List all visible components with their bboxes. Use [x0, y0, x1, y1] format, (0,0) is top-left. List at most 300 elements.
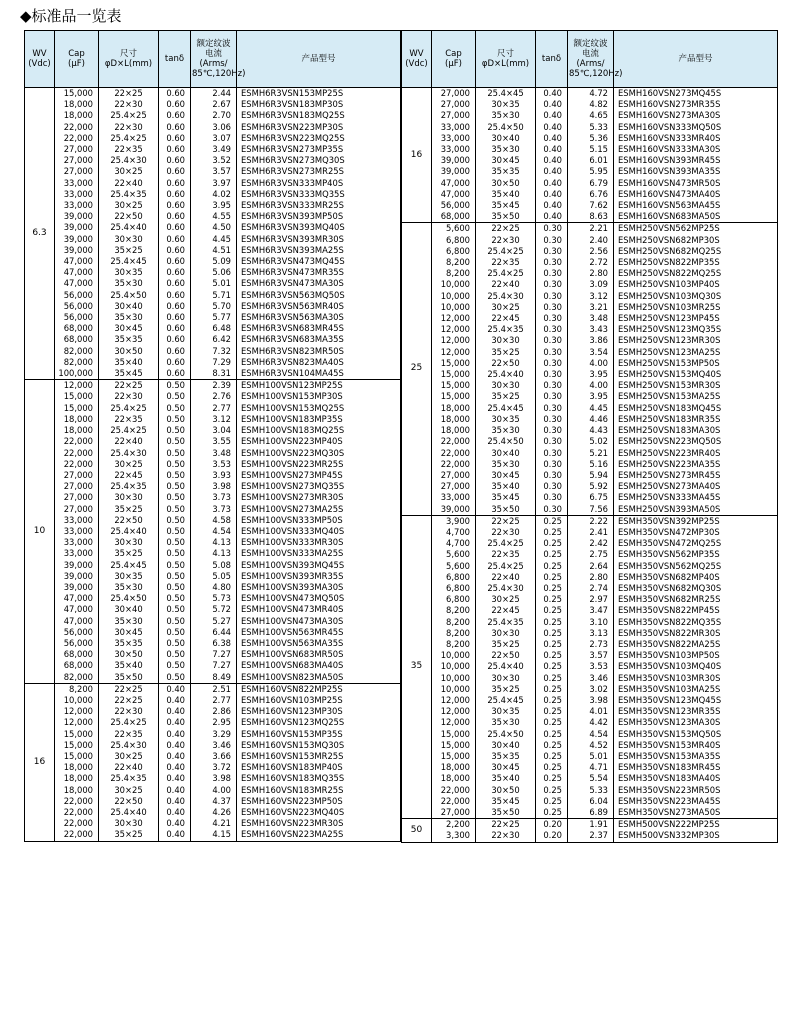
- part-number-cell: ESMH100VSN333MA25S: [237, 548, 401, 559]
- table-row: [25, 729, 401, 740]
- size-cell: 25.4×35: [99, 773, 159, 784]
- part-number-cell: ESMH250VSN393MA50S: [614, 504, 778, 516]
- tan-cell: 0.50: [159, 571, 191, 582]
- ripple-cell: 3.53: [568, 661, 614, 672]
- table-row: [25, 368, 401, 380]
- cap-cell: 47,000: [432, 189, 476, 200]
- cap-cell: 33,000: [55, 548, 99, 559]
- size-cell: 35×50: [476, 504, 536, 516]
- ripple-cell: 4.13: [191, 537, 237, 548]
- size-cell: 30×45: [476, 155, 536, 166]
- size-cell: 25.4×35: [476, 324, 536, 335]
- part-number-cell: ESMH160VSN223MQ40S: [237, 807, 401, 818]
- cap-cell: 22,000: [432, 785, 476, 796]
- part-number-cell: ESMH350VSN183MA40S: [614, 773, 778, 784]
- cap-cell: 18,000: [432, 425, 476, 436]
- ripple-cell: 3.98: [191, 481, 237, 492]
- size-cell: 25.4×50: [99, 290, 159, 301]
- cap-cell: 82,000: [55, 346, 99, 357]
- table-row: [25, 290, 401, 301]
- tan-cell: 0.30: [536, 246, 568, 257]
- tan-cell: 0.30: [536, 235, 568, 246]
- cap-cell: 56,000: [55, 627, 99, 638]
- tan-cell: 0.40: [536, 211, 568, 223]
- table-row: [25, 211, 401, 222]
- part-number-cell: ESMH350VSN822MQ35S: [614, 617, 778, 628]
- tan-cell: 0.20: [536, 830, 568, 842]
- ripple-cell: 1.91: [568, 819, 614, 831]
- header-wv: WV (Vdc): [402, 31, 432, 88]
- cap-cell: 10,000: [55, 695, 99, 706]
- cap-cell: 15,000: [432, 380, 476, 391]
- cap-cell: 22,000: [432, 436, 476, 447]
- tan-cell: 0.40: [536, 110, 568, 121]
- cap-cell: 33,000: [55, 200, 99, 211]
- tan-cell: 0.30: [536, 436, 568, 447]
- size-cell: 30×45: [99, 627, 159, 638]
- table-row: [25, 706, 401, 717]
- size-cell: 30×30: [476, 628, 536, 639]
- part-number-cell: ESMH350VSN822MR30S: [614, 628, 778, 639]
- ripple-cell: 3.95: [191, 200, 237, 211]
- table-row: [402, 572, 778, 583]
- ripple-cell: 2.67: [191, 99, 237, 110]
- tan-cell: 0.30: [536, 425, 568, 436]
- cap-cell: 68,000: [55, 649, 99, 660]
- part-number-cell: ESMH160VSN333MR40S: [614, 133, 778, 144]
- part-number-cell: ESMH100VSN153MP30S: [237, 391, 401, 402]
- cap-cell: 47,000: [55, 267, 99, 278]
- cap-cell: 12,000: [432, 313, 476, 324]
- ripple-cell: 7.27: [191, 649, 237, 660]
- cap-cell: 100,000: [55, 368, 99, 380]
- ripple-cell: 4.00: [568, 358, 614, 369]
- size-cell: 30×45: [476, 762, 536, 773]
- table-row: [402, 695, 778, 706]
- table-row: [25, 740, 401, 751]
- size-cell: 30×35: [476, 99, 536, 110]
- right-spec-table: [401, 30, 778, 843]
- part-number-cell: ESMH160VSN123MP30S: [237, 706, 401, 717]
- part-number-cell: ESMH160VSN223MR30S: [237, 818, 401, 829]
- cap-cell: 39,000: [55, 234, 99, 245]
- table-row: [25, 99, 401, 110]
- size-cell: 35×40: [99, 660, 159, 671]
- part-number-cell: ESMH6R3VSN563MQ50S: [237, 290, 401, 301]
- cap-cell: 15,000: [55, 391, 99, 402]
- ripple-cell: 3.95: [568, 369, 614, 380]
- ripple-cell: 4.21: [191, 818, 237, 829]
- cap-cell: 5,600: [432, 561, 476, 572]
- ripple-cell: 2.72: [568, 257, 614, 268]
- part-number-cell: ESMH160VSN153MR25S: [237, 751, 401, 762]
- ripple-cell: 2.95: [191, 717, 237, 728]
- cap-cell: 27,000: [432, 110, 476, 121]
- part-number-cell: ESMH100VSN273MA25S: [237, 504, 401, 515]
- ripple-cell: 5.01: [191, 278, 237, 289]
- tan-cell: 0.40: [159, 729, 191, 740]
- ripple-cell: 7.32: [191, 346, 237, 357]
- ripple-cell: 5.72: [191, 604, 237, 615]
- ripple-cell: 5.05: [191, 571, 237, 582]
- part-number-cell: ESMH250VSN103MR25S: [614, 302, 778, 313]
- ripple-cell: 8.31: [191, 368, 237, 380]
- tan-cell: 0.50: [159, 414, 191, 425]
- table-row: [25, 334, 401, 345]
- size-cell: 25.4×25: [476, 538, 536, 549]
- cap-cell: 22,000: [55, 829, 99, 841]
- ripple-cell: 6.42: [191, 334, 237, 345]
- table-row: [25, 357, 401, 368]
- table-row: [25, 380, 401, 392]
- table-row: [25, 785, 401, 796]
- table-row: [402, 211, 778, 223]
- cap-cell: 5,600: [432, 549, 476, 560]
- part-number-cell: ESMH160VSN153MP35S: [237, 729, 401, 740]
- tan-cell: 0.30: [536, 302, 568, 313]
- tan-cell: 0.60: [159, 99, 191, 110]
- size-cell: 22×40: [476, 279, 536, 290]
- part-number-cell: ESMH250VSN153MQ40S: [614, 369, 778, 380]
- size-cell: 25.4×25: [476, 268, 536, 279]
- tan-cell: 0.60: [159, 88, 191, 100]
- tan-cell: 0.60: [159, 110, 191, 121]
- cap-cell: 82,000: [55, 357, 99, 368]
- ripple-cell: 6.75: [568, 492, 614, 503]
- table-row: [402, 673, 778, 684]
- part-number-cell: ESMH100VSN473MR40S: [237, 604, 401, 615]
- ripple-cell: 4.15: [191, 829, 237, 841]
- tan-cell: 0.60: [159, 334, 191, 345]
- cap-cell: 15,000: [432, 369, 476, 380]
- size-cell: 25.4×25: [476, 246, 536, 257]
- part-number-cell: ESMH100VSN223MQ30S: [237, 448, 401, 459]
- cap-cell: 27,000: [55, 481, 99, 492]
- size-cell: 35×45: [99, 368, 159, 380]
- part-number-cell: ESMH6R3VSN104MA45S: [237, 368, 401, 380]
- size-cell: 25.4×25: [99, 403, 159, 414]
- cap-cell: 15,000: [432, 751, 476, 762]
- part-number-cell: ESMH350VSN562MQ25S: [614, 561, 778, 572]
- part-number-cell: ESMH160VSN393MR45S: [614, 155, 778, 166]
- ripple-cell: 5.08: [191, 560, 237, 571]
- cap-cell: 47,000: [432, 178, 476, 189]
- size-cell: 35×35: [476, 166, 536, 177]
- table-row: [25, 301, 401, 312]
- size-cell: 35×25: [99, 504, 159, 515]
- cap-cell: 5,600: [432, 223, 476, 235]
- cap-cell: 33,000: [432, 133, 476, 144]
- ripple-cell: 5.94: [568, 470, 614, 481]
- part-number-cell: ESMH250VSN183MQ45S: [614, 403, 778, 414]
- ripple-cell: 2.76: [191, 391, 237, 402]
- part-number-cell: ESMH100VSN563MR45S: [237, 627, 401, 638]
- size-cell: 30×35: [99, 267, 159, 278]
- wv-cell: 10: [25, 380, 55, 683]
- cap-cell: 22,000: [432, 448, 476, 459]
- cap-cell: 3,300: [432, 830, 476, 842]
- size-cell: 30×50: [476, 178, 536, 189]
- cap-cell: 18,000: [55, 110, 99, 121]
- table-row: [25, 649, 401, 660]
- cap-cell: 39,000: [55, 211, 99, 222]
- part-number-cell: ESMH160VSN273MR35S: [614, 99, 778, 110]
- table-row: [402, 773, 778, 784]
- table-row: [402, 762, 778, 773]
- size-cell: 35×40: [99, 357, 159, 368]
- size-cell: 30×25: [99, 459, 159, 470]
- table-row: [402, 144, 778, 155]
- cap-cell: 33,000: [55, 189, 99, 200]
- tan-cell: 0.25: [536, 583, 568, 594]
- ripple-cell: 3.04: [191, 425, 237, 436]
- size-cell: 35×30: [476, 144, 536, 155]
- cap-cell: 15,000: [55, 740, 99, 751]
- part-number-cell: ESMH350VSN103MQ40S: [614, 661, 778, 672]
- table-row: [402, 605, 778, 616]
- size-cell: 25.4×40: [99, 222, 159, 233]
- cap-cell: 10,000: [432, 673, 476, 684]
- size-cell: 30×50: [99, 346, 159, 357]
- table-row: [402, 391, 778, 402]
- cap-cell: 8,200: [432, 605, 476, 616]
- size-cell: 25.4×35: [99, 481, 159, 492]
- cap-cell: 8,200: [432, 628, 476, 639]
- table-row: [25, 515, 401, 526]
- cap-cell: 10,000: [432, 650, 476, 661]
- size-cell: 25.4×30: [476, 291, 536, 302]
- tan-cell: 0.40: [159, 717, 191, 728]
- cap-cell: 22,000: [55, 796, 99, 807]
- ripple-cell: 2.22: [568, 515, 614, 527]
- page-title: ◆标准品一览表: [20, 7, 122, 25]
- cap-cell: 12,000: [432, 335, 476, 346]
- ripple-cell: 5.06: [191, 267, 237, 278]
- cap-cell: 15,000: [432, 740, 476, 751]
- table-row: [402, 717, 778, 728]
- size-cell: 35×25: [476, 684, 536, 695]
- part-number-cell: ESMH350VSN123MA30S: [614, 717, 778, 728]
- cap-cell: 39,000: [432, 166, 476, 177]
- table-row: [402, 110, 778, 121]
- size-cell: 25.4×45: [476, 403, 536, 414]
- table-row: [25, 773, 401, 784]
- cap-cell: 6,800: [432, 235, 476, 246]
- table-row: [402, 504, 778, 516]
- part-number-cell: ESMH100VSN183MP35S: [237, 414, 401, 425]
- ripple-cell: 2.97: [568, 594, 614, 605]
- part-number-cell: ESMH6R3VSN393MA25S: [237, 245, 401, 256]
- tan-cell: 0.25: [536, 527, 568, 538]
- tan-cell: 0.25: [536, 561, 568, 572]
- ripple-cell: 2.77: [191, 403, 237, 414]
- tan-cell: 0.60: [159, 144, 191, 155]
- size-cell: 25.4×50: [99, 593, 159, 604]
- part-number-cell: ESMH6R3VSN333MQ35S: [237, 189, 401, 200]
- part-number-cell: ESMH6R3VSN473MA30S: [237, 278, 401, 289]
- part-number-cell: ESMH100VSN183MQ25S: [237, 425, 401, 436]
- part-number-cell: ESMH350VSN682MQ30S: [614, 583, 778, 594]
- ripple-cell: 6.44: [191, 627, 237, 638]
- cap-cell: 39,000: [432, 155, 476, 166]
- cap-cell: 68,000: [55, 660, 99, 671]
- cap-cell: 39,000: [55, 222, 99, 233]
- size-cell: 30×35: [99, 571, 159, 582]
- size-cell: 35×40: [476, 773, 536, 784]
- cap-cell: 10,000: [432, 661, 476, 672]
- part-number-cell: ESMH6R3VSN823MA40S: [237, 357, 401, 368]
- cap-cell: 27,000: [55, 144, 99, 155]
- tan-cell: 0.50: [159, 660, 191, 671]
- ripple-cell: 3.98: [568, 695, 614, 706]
- ripple-cell: 3.21: [568, 302, 614, 313]
- tan-cell: 0.50: [159, 616, 191, 627]
- part-number-cell: ESMH350VSN103MP50S: [614, 650, 778, 661]
- tan-cell: 0.25: [536, 650, 568, 661]
- table-row: [402, 785, 778, 796]
- size-cell: 22×35: [99, 729, 159, 740]
- table-row: [25, 178, 401, 189]
- cap-cell: 22,000: [55, 436, 99, 447]
- cap-cell: 12,000: [432, 717, 476, 728]
- ripple-cell: 2.41: [568, 527, 614, 538]
- size-cell: 22×30: [476, 235, 536, 246]
- ripple-cell: 5.36: [568, 133, 614, 144]
- part-number-cell: ESMH160VSN473MA40S: [614, 189, 778, 200]
- ripple-cell: 4.13: [191, 548, 237, 559]
- part-number-cell: ESMH250VSN103MP40S: [614, 279, 778, 290]
- part-number-cell: ESMH350VSN103MR30S: [614, 673, 778, 684]
- cap-cell: 15,000: [55, 751, 99, 762]
- tan-cell: 0.60: [159, 211, 191, 222]
- size-cell: 30×40: [476, 133, 536, 144]
- size-cell: 25.4×25: [99, 425, 159, 436]
- ripple-cell: 7.62: [568, 200, 614, 211]
- tan-cell: 0.40: [159, 695, 191, 706]
- tan-cell: 0.25: [536, 572, 568, 583]
- tan-cell: 0.50: [159, 403, 191, 414]
- tan-cell: 0.50: [159, 537, 191, 548]
- cap-cell: 33,000: [55, 178, 99, 189]
- tan-cell: 0.30: [536, 448, 568, 459]
- size-cell: 30×40: [476, 740, 536, 751]
- size-cell: 30×25: [476, 594, 536, 605]
- ripple-cell: 5.95: [568, 166, 614, 177]
- size-cell: 25.4×25: [99, 133, 159, 144]
- part-number-cell: ESMH250VSN123MQ35S: [614, 324, 778, 335]
- tan-cell: 0.25: [536, 717, 568, 728]
- cap-cell: 27,000: [55, 470, 99, 481]
- tan-cell: 0.40: [536, 189, 568, 200]
- table-row: [402, 358, 778, 369]
- cap-cell: 4,700: [432, 527, 476, 538]
- part-number-cell: ESMH160VSN183MP40S: [237, 762, 401, 773]
- tan-cell: 0.25: [536, 706, 568, 717]
- cap-cell: 47,000: [55, 616, 99, 627]
- cap-cell: 22,000: [55, 459, 99, 470]
- cap-cell: 47,000: [55, 604, 99, 615]
- size-cell: 30×30: [99, 818, 159, 829]
- size-cell: 35×30: [476, 717, 536, 728]
- cap-cell: 15,000: [432, 729, 476, 740]
- tan-cell: 0.50: [159, 627, 191, 638]
- table-row: [25, 459, 401, 470]
- size-cell: 35×25: [476, 639, 536, 650]
- cap-cell: 10,000: [432, 302, 476, 313]
- ripple-cell: 2.39: [191, 380, 237, 392]
- tan-cell: 0.25: [536, 628, 568, 639]
- size-cell: 22×45: [99, 470, 159, 481]
- part-number-cell: ESMH350VSN103MA25S: [614, 684, 778, 695]
- ripple-cell: 5.15: [568, 144, 614, 155]
- ripple-cell: 3.66: [191, 751, 237, 762]
- part-number-cell: ESMH100VSN473MA30S: [237, 616, 401, 627]
- part-number-cell: ESMH350VSN153MA35S: [614, 751, 778, 762]
- table-row: [402, 257, 778, 268]
- size-cell: 22×35: [476, 257, 536, 268]
- tan-cell: 0.50: [159, 582, 191, 593]
- size-cell: 35×30: [99, 278, 159, 289]
- table-row: [25, 492, 401, 503]
- part-number-cell: ESMH250VSN153MA25S: [614, 391, 778, 402]
- tan-cell: 0.60: [159, 166, 191, 177]
- table-row: [402, 268, 778, 279]
- size-cell: 25.4×50: [476, 122, 536, 133]
- tan-cell: 0.60: [159, 189, 191, 200]
- tan-cell: 0.60: [159, 357, 191, 368]
- tan-cell: 0.60: [159, 245, 191, 256]
- cap-cell: 82,000: [55, 672, 99, 684]
- part-number-cell: ESMH250VSN223MA35S: [614, 459, 778, 470]
- table-row: [402, 639, 778, 650]
- wv-cell: 25: [402, 223, 432, 515]
- table-row: [402, 223, 778, 235]
- size-cell: 22×30: [99, 99, 159, 110]
- size-cell: 35×45: [476, 796, 536, 807]
- part-number-cell: ESMH250VSN183MR35S: [614, 414, 778, 425]
- cap-cell: 33,000: [55, 537, 99, 548]
- part-number-cell: ESMH6R3VSN473MQ45S: [237, 256, 401, 267]
- ripple-cell: 5.54: [568, 773, 614, 784]
- cap-cell: 22,000: [432, 796, 476, 807]
- ripple-cell: 2.37: [568, 830, 614, 842]
- ripple-cell: 3.53: [191, 459, 237, 470]
- ripple-cell: 6.76: [568, 189, 614, 200]
- size-cell: 22×25: [99, 695, 159, 706]
- cap-cell: 6,800: [432, 572, 476, 583]
- ripple-cell: 6.01: [568, 155, 614, 166]
- ripple-cell: 2.40: [568, 235, 614, 246]
- part-number-cell: ESMH250VSN183MA30S: [614, 425, 778, 436]
- tan-cell: 0.40: [159, 818, 191, 829]
- part-number-cell: ESMH350VSN682MP40S: [614, 572, 778, 583]
- cap-cell: 8,200: [432, 639, 476, 650]
- cap-cell: 22,000: [55, 448, 99, 459]
- ripple-cell: 6.38: [191, 638, 237, 649]
- table-row: [25, 762, 401, 773]
- cap-cell: 12,000: [432, 324, 476, 335]
- table-row: [25, 526, 401, 537]
- table-row: [402, 88, 778, 100]
- ripple-cell: 4.00: [568, 380, 614, 391]
- tan-cell: 0.60: [159, 290, 191, 301]
- tan-cell: 0.25: [536, 549, 568, 560]
- tan-cell: 0.25: [536, 661, 568, 672]
- size-cell: 35×40: [476, 189, 536, 200]
- ripple-cell: 3.29: [191, 729, 237, 740]
- cap-cell: 27,000: [432, 88, 476, 100]
- part-number-cell: ESMH100VSN273MP45S: [237, 470, 401, 481]
